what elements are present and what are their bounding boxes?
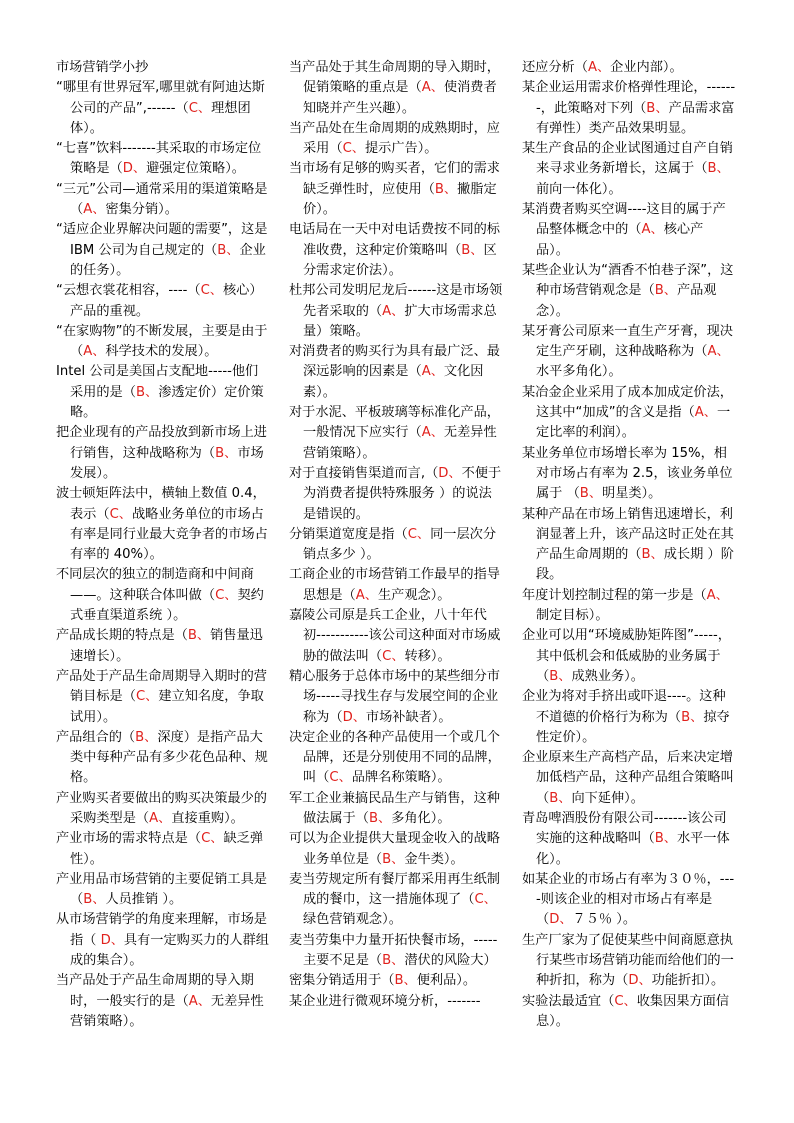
answer-text: 企业的任务）。	[70, 242, 266, 278]
question-entry	[56, 829, 270, 870]
answer-letter: C、	[474, 892, 497, 908]
answer-text: 使消费者知晓并产生兴趣）。	[303, 80, 497, 116]
answer-text: 多角化）。	[391, 810, 451, 826]
question-text: 对于直接销售渠道而言,（	[289, 465, 439, 481]
question-text: 企业可以用“环境威胁矩阵图”-----，其中低机会和低威胁的业务属于（	[522, 628, 731, 684]
question-entry	[56, 971, 270, 1032]
answer-letter: B、	[461, 242, 484, 258]
answer-letter: A、	[382, 303, 405, 319]
question-entry	[522, 870, 736, 931]
answer-letter: B、	[654, 831, 677, 847]
answer-text: 销售量迅速增长）。	[70, 628, 263, 664]
answer-text: 核心产品）。	[536, 222, 704, 258]
answer-letter: A、	[421, 425, 444, 441]
question-text: 产品成长期的特点是（	[56, 628, 188, 644]
answer-letter: B、	[215, 445, 238, 461]
answer-letter: B、	[646, 100, 669, 116]
answer-letter: B、	[382, 953, 405, 969]
answer-letter: B、	[641, 547, 664, 563]
question-entry	[289, 728, 503, 789]
answer-text: 向下延伸）。	[571, 790, 644, 806]
answer-text: 深度）是指产品大类中每种产品有多少花色品种、规格。	[70, 729, 268, 786]
question-text: 企业原来生产高档产品，后来决定增加低档产品，这种产品组合策略叫（	[522, 750, 734, 806]
question-entry	[289, 525, 503, 566]
question-text: 如某企业的市场占有率为３０％，----则该企业的相对市场占有率是（	[522, 871, 735, 928]
answer-letter: B、	[382, 851, 405, 867]
answer-letter: C、	[109, 506, 132, 522]
column-1	[56, 58, 270, 1032]
answer-text: 生产观念）。	[377, 587, 451, 603]
question-text: 杜邦公司发明尼龙后------这是市场领先者采取的（	[289, 283, 503, 319]
answer-letter: B、	[707, 161, 730, 177]
answer-text: 人员推销 ）。	[105, 892, 183, 908]
question-text: 当产品处于其生命周期的导入期时，促销策略的重点是（	[289, 60, 500, 96]
question-entry	[289, 971, 503, 991]
question-entry	[289, 606, 503, 667]
answer-letter: B、	[135, 384, 159, 400]
answer-text: 产品观念）。	[536, 283, 717, 319]
question-text: 当市场有足够的购买者，它们的需求缺乏弹性时，应使用（	[289, 161, 500, 197]
question-text: 麦当劳规定所有餐厅都采用再生纸制成的餐巾，这一措施体现了（	[289, 871, 500, 908]
answer-text: 成长期 ）阶段。	[536, 547, 734, 583]
question-entry	[56, 910, 270, 971]
question-entry	[289, 667, 503, 728]
answer-text: 提示广告）。	[364, 141, 438, 157]
column-3	[522, 58, 736, 1032]
answer-text: 直接重购）。	[171, 810, 244, 826]
question-entry	[56, 322, 270, 363]
answer-letter: A、	[707, 344, 730, 360]
question-entry	[522, 261, 736, 322]
question-entry	[522, 992, 736, 1033]
question-entry	[289, 403, 503, 464]
answer-letter: C、	[407, 526, 431, 542]
question-entry	[522, 139, 736, 200]
answer-text: 潜伏的风险大）	[404, 953, 497, 969]
question-entry	[522, 505, 736, 586]
question-text: “三元”公司—通常采用的渠道策略是（	[56, 181, 268, 218]
question-text: 年度计划控制过程的第一步是（	[522, 587, 707, 603]
answer-text: 便利品）。	[416, 973, 477, 989]
question-entry	[56, 626, 270, 667]
question-entry	[56, 484, 270, 565]
question-text: 波士顿矩阵法中，横轴上数值 0.4，表示（	[56, 486, 266, 522]
question-text: 产业市场的需求特点是（	[56, 831, 202, 847]
answer-letter: A、	[83, 344, 106, 360]
answer-text: 建立知名度，争取试用）。	[70, 689, 264, 725]
answer-letter: A、	[706, 587, 729, 603]
answer-text: 无差异性营销策略）。	[70, 993, 264, 1029]
answer-text: 撇脂定价）。	[303, 181, 497, 218]
answer-text: 扩大市场需求总量）策略。	[303, 303, 497, 339]
answer-text: 产品需求富有弹性）类产品效果明显。	[536, 100, 735, 136]
answer-text: 市场补缺者）。	[365, 709, 452, 725]
answer-letter: A、	[149, 810, 172, 826]
question-text: 不同层次的独立的制造商和中间商——。这种联合体叫做（	[56, 567, 254, 603]
question-entry	[522, 809, 736, 870]
answer-text: 转移）。	[404, 648, 451, 664]
answer-text: 明星类）。	[602, 486, 662, 502]
answer-letter: B、	[394, 973, 417, 989]
question-text: 工商企业的市场营销工作最早的指导思想是（	[289, 567, 500, 603]
question-text: 某消费者购买空调----这目的属于产品整体概念中的（	[522, 202, 726, 238]
answer-letter: C、	[614, 993, 637, 1009]
question-entry	[289, 565, 503, 606]
question-entry	[289, 789, 503, 830]
question-entry	[289, 931, 503, 972]
question-text: 实验法最适宜（	[522, 993, 615, 1009]
answer-text: 品牌名称策略）。	[351, 770, 451, 786]
question-text: 生产厂家为了促使某些中间商愿意执行某些市场营销功能而给他们的一种折扣，称为（	[522, 932, 734, 989]
question-text: 某牙膏公司原来一直生产牙膏，现决定生产牙刷，这种战略称为（	[522, 323, 733, 360]
answer-letter: D、	[438, 465, 462, 481]
answer-letter: A、	[641, 222, 664, 238]
question-text: 决定企业的各种产品使用一个或几个品牌，还是分别使用不同的品牌，叫（	[289, 729, 501, 786]
answer-letter: D、	[628, 973, 652, 989]
question-entry	[522, 58, 736, 78]
question-entry	[56, 728, 270, 789]
answer-letter: B、	[434, 181, 458, 197]
question-text: 对于水泥、平板玻璃等标准化产品，一般情况下应实行（	[289, 405, 500, 441]
question-text: 把企业现有的产品投放到新市场上进行销售，这种战略称为（	[56, 425, 267, 461]
question-entry	[56, 281, 270, 322]
question-entry	[522, 78, 736, 139]
answer-letter: A、	[587, 60, 611, 75]
question-entry	[56, 362, 270, 423]
question-text: 分销渠道宽度是指（	[289, 526, 408, 542]
answer-text: 同一层次分销点多少 ）。	[303, 526, 497, 563]
answer-letter: A、	[83, 202, 106, 218]
question-text: 密集分销适用于（	[289, 973, 395, 989]
answer-text: 金牛类）。	[404, 851, 464, 867]
question-entry	[289, 829, 503, 870]
question-text: 对消费者的购买行为具有最广泛、最深远影响的因素是（	[289, 344, 500, 380]
question-text: “适应企业界解决问题的需要”，这是 IBM 公司为自己规定的（	[56, 222, 268, 258]
question-text: 企业为将对手挤出或吓退----。这种不道德的价格行为称为（	[522, 689, 726, 725]
answer-text: 掠夺性定价）。	[536, 709, 730, 745]
question-entry	[56, 220, 270, 281]
answer-text: 核心）产品的重视。	[70, 283, 263, 319]
answer-text: 制定目标）。	[536, 608, 609, 624]
answer-letter: C、	[382, 648, 405, 664]
question-text: 嘉陵公司原是兵工企业，八十年代初-----------该公司这种面对市场威胁的做法叫（	[289, 608, 501, 664]
answer-letter: C、	[135, 689, 159, 705]
question-entry	[289, 159, 503, 220]
question-text: 可以为企业提供大量现金收入的战略业务单位是（	[289, 831, 500, 867]
answer-text: 不便于为消费者提供特殊服务 ）的说法是错误的。	[303, 465, 502, 522]
answer-letter: C、	[188, 100, 212, 116]
answer-letter: D、	[549, 912, 573, 928]
question-entry	[522, 626, 736, 687]
question-text: 产业用品市场营销的主要促销工具是（	[56, 871, 267, 908]
question-text: 从市场营销学的角度来理解，市场是指（	[56, 912, 267, 948]
answer-text: 科学技术的发展）。	[105, 344, 218, 360]
question-text: “云想衣裳花相容，----（	[56, 283, 201, 299]
question-text: 军工企业兼搞民品生产与销售，这种做法属于（	[289, 790, 500, 826]
question-entry	[522, 748, 736, 809]
question-text: 某些企业认为“酒香不怕巷子深”，这种市场营销观念是（	[522, 262, 734, 299]
answer-text: 收集因果方面信息）。	[536, 993, 730, 1029]
answer-letter: B、	[579, 486, 603, 502]
answer-letter: B、	[368, 810, 392, 826]
answer-letter: A、	[188, 993, 211, 1009]
question-entry	[522, 586, 736, 627]
answer-text: 市场发展）。	[70, 445, 264, 481]
question-entry	[522, 444, 736, 505]
answer-text: 无差异性营销策略）。	[303, 425, 497, 461]
answer-letter: C、	[200, 283, 223, 299]
question-text: “七喜”饮料-------其采取的市场定位策略是（	[56, 141, 262, 177]
answer-letter: C、	[215, 587, 238, 603]
answer-letter: A、	[694, 405, 717, 421]
answer-letter: B、	[681, 709, 704, 725]
question-entry	[289, 58, 503, 119]
question-text: 产业购买者要做出的购买决策最少的采购类型是（	[56, 790, 267, 826]
answer-letter: D、	[122, 161, 147, 177]
question-entry	[56, 789, 270, 830]
question-entry	[522, 687, 736, 748]
answer-text: 水平一体化）。	[536, 831, 730, 867]
answer-letter: C、	[329, 770, 352, 786]
document-title: 市场营销学小抄	[56, 60, 149, 75]
question-text: 精心服务于总体市场中的某些细分市场-----寻找生存与发展空间的企业称为（	[289, 668, 500, 725]
question-entry	[56, 78, 270, 139]
column-2	[289, 58, 503, 1012]
answer-text: 密集分销）。	[105, 202, 178, 218]
answer-letter: B、	[217, 242, 240, 258]
question-text: 某种产品在市场上销售迅速增长，利润显著上升，该产品这时正处在其产品生命周期的（	[522, 506, 734, 563]
question-text: 当产品处于产品生命周期的导入期时，一般实行的是（	[56, 973, 254, 1009]
answer-text: 一定比率的利润）。	[536, 405, 731, 441]
question-entry	[289, 220, 503, 281]
question-text: Intel 公司是美国占支配地-----他们采用的是（	[56, 364, 259, 400]
answer-text: 渗透定价）定价策略。	[70, 384, 264, 421]
question-text: 电话局在一天中对电话费按不同的标准收费，这种定价策略叫（	[289, 222, 500, 258]
answer-text: 文化因素）。	[303, 364, 484, 400]
question-text: “哪里有世界冠军,哪里就有阿迪达斯公司的产品”,------（	[56, 80, 265, 116]
question-entry	[289, 464, 503, 525]
answer-text: 成熟业务）。	[571, 668, 644, 684]
question-entry	[522, 383, 736, 444]
answer-letter: B、	[83, 892, 106, 908]
answer-text: 缺乏弹性）。	[70, 831, 264, 867]
question-text: 产品处于产品生命周期导入期时的营销目标是（	[56, 668, 267, 705]
question-text: 麦当劳集中力量开拓快餐市场，-----主要不足是（	[289, 932, 498, 969]
answer-text: 绿色营销观念）。	[303, 912, 402, 928]
question-text: 青岛啤酒股份有限公司-------该公司实施的这种战略叫（	[522, 810, 727, 847]
answer-text: 水平多角化）。	[536, 364, 622, 380]
answer-letter: A、	[421, 364, 444, 380]
answer-text: 前向一体化）。	[536, 181, 622, 197]
answer-letter: A、	[355, 587, 378, 603]
answer-letter: C、	[201, 831, 224, 847]
question-entry	[56, 139, 270, 180]
question-text: 产品组合的（	[56, 729, 136, 745]
answer-text: 企业内部）。	[610, 60, 683, 75]
question-text: “在家购物”的不断发展，主要是由于（	[56, 323, 268, 360]
answer-text: 避强定位策略）。	[146, 161, 245, 177]
question-text: 某企业运用需求价格弹性理论，-------，此策略对下列（	[522, 80, 736, 116]
question-entry	[289, 119, 503, 160]
answer-text: 契约式垂直渠道系统 ）。	[70, 587, 264, 624]
question-entry	[56, 565, 270, 626]
answer-letter: B、	[654, 283, 677, 299]
answer-letter: C、	[342, 141, 365, 157]
answer-text: 区分需求定价法）。	[303, 242, 497, 278]
question-entry	[522, 200, 736, 261]
question-entry	[56, 870, 270, 911]
question-entry	[289, 342, 503, 403]
answer-text: 战略业务单位的市场占有率是同行业最大竞争者的市场占有率的 40%）。	[70, 506, 268, 563]
answer-text: ７５％ ）。	[572, 912, 637, 928]
answer-letter: B、	[549, 668, 572, 684]
question-text: 某企业进行微观环境分析，-------	[289, 993, 481, 1009]
question-text: 某冶金企业采用了成本加成定价法，这其中“加成”的含义是指（	[522, 384, 733, 421]
question-text: 某业务单位市场增长率为 15%，相对市场占有率为 2.5，该业务单位属于 （	[522, 445, 733, 502]
question-entry	[522, 322, 736, 383]
answer-letter: B、	[549, 790, 572, 806]
question-entry	[56, 423, 270, 484]
question-text: 当产品处在生命周期的成熟期时，应采用（	[289, 120, 500, 157]
question-entry	[56, 667, 270, 728]
question-entry	[522, 931, 736, 992]
answer-text: 功能折扣）。	[651, 973, 725, 989]
question-entry	[289, 992, 503, 1012]
question-entry	[289, 281, 503, 342]
answer-letter: D、	[342, 709, 366, 725]
question-entry	[56, 180, 270, 221]
question-text: 某生产食品的企业试图通过自产自销来寻求业务新增长，这属于（	[522, 141, 733, 177]
answer-letter: A、	[421, 80, 444, 96]
answer-text: 具有一定购买力的人群组成的集合）。	[70, 932, 269, 969]
answer-letter: D、	[100, 932, 124, 948]
answer-letter: B、	[187, 628, 211, 644]
question-text: 还应分析（	[522, 60, 588, 75]
answer-letter: B、	[135, 729, 158, 745]
question-entry	[289, 870, 503, 931]
answer-text: 理想团体）。	[70, 100, 251, 136]
